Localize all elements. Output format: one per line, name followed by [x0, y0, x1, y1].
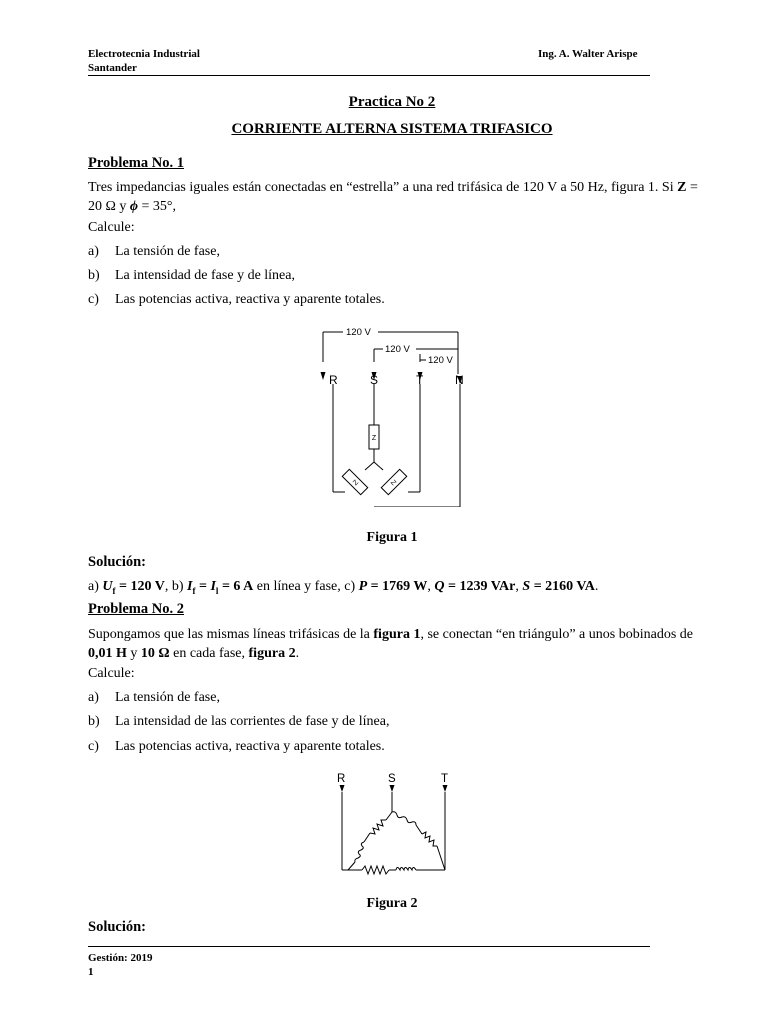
figure2-delta-circuit: [330, 768, 455, 880]
problem1-statement: Tres impedancias iguales están conectadas en “estrella” a una red trifásica de 120 V a 50 Hz, figura 1. Si Z = 20 Ω y ϕ = 35°,: [88, 180, 698, 214]
fig1-terminal-n: N: [455, 373, 464, 387]
problem1-item-a: a) La tensión de fase,: [88, 244, 220, 259]
fig1-terminal-s: S: [370, 373, 379, 387]
fig1-impedance-s: [369, 425, 379, 449]
problem1-solution-heading: Solución:: [88, 554, 147, 570]
fig1-voltage-sn: 120 V: [385, 344, 410, 355]
fig2-terminal-t: T: [441, 773, 449, 785]
footer-rule: [88, 946, 650, 947]
problem1-item-b: b) La intensidad de fase y de línea,: [88, 268, 295, 283]
page-number: 1: [88, 966, 94, 978]
header-author: Ing. A. Walter Arispe: [538, 48, 638, 60]
problem2-calc-label: Calcule:: [88, 666, 135, 681]
fig1-voltage-rn: 120 V: [346, 327, 371, 338]
fig2-terminal-s: S: [388, 773, 396, 785]
problem2-item-a: a) La tensión de fase,: [88, 690, 220, 705]
header-location: Santander: [88, 62, 137, 74]
fig1-impedance-r: [342, 469, 367, 494]
problem2-item-b: b) La intensidad de las corrientes de fase y de línea,: [88, 714, 390, 729]
svg-text:Z: Z: [388, 479, 397, 488]
problem2-item-c: c) Las potencias activa, reactiva y aparente totales.: [88, 739, 385, 754]
problem2-solution-heading: Solución:: [88, 919, 147, 935]
fig1-voltage-tn: 120 V: [428, 355, 453, 366]
figure1-star-circuit: [310, 322, 480, 507]
problem1-solution: a) $U_f = 120$ V, b) $I_f = I_l = 6$ A en línea y fase, c) P = 1769 W, Q = 1239 VAr, S = 2160 VA.: [88, 579, 599, 596]
problem1-item-c: c) Las potencias activa, reactiva y aparente totales.: [88, 292, 385, 307]
header-rule: [88, 75, 650, 76]
figure1-caption: Figura 1: [366, 530, 418, 545]
svg-text:Z: Z: [371, 435, 377, 442]
svg-text:Z: Z: [352, 479, 361, 488]
header-course: [88, 47, 200, 75]
page-title: Practica No 2: [348, 94, 436, 110]
footer-year: Gestión: 2019: [88, 952, 153, 964]
fig1-terminal-r: R: [329, 373, 338, 387]
problem1-heading: Problema No. 1: [88, 155, 184, 171]
fig1-terminal-t: T: [416, 373, 424, 387]
footer: [88, 951, 152, 979]
fig2-terminal-r: R: [337, 773, 346, 785]
problem2-heading: Problema No. 2: [88, 601, 184, 617]
problem1-calc-label: Calcule:: [88, 220, 135, 235]
header-course-name: Electrotecnia Industrial: [88, 48, 200, 60]
fig1-impedance-t: [381, 469, 406, 494]
problem2-statement: Supongamos que las mismas líneas trifásicas de la figura 1, se conectan “en triángulo” a unos bobinados de 0,01 H y 10 Ω en cada fase, figura 2.: [88, 627, 693, 661]
page-subtitle: CORRIENTE ALTERNA SISTEMA TRIFASICO: [231, 121, 553, 137]
figure2-caption: Figura 2: [366, 896, 418, 911]
